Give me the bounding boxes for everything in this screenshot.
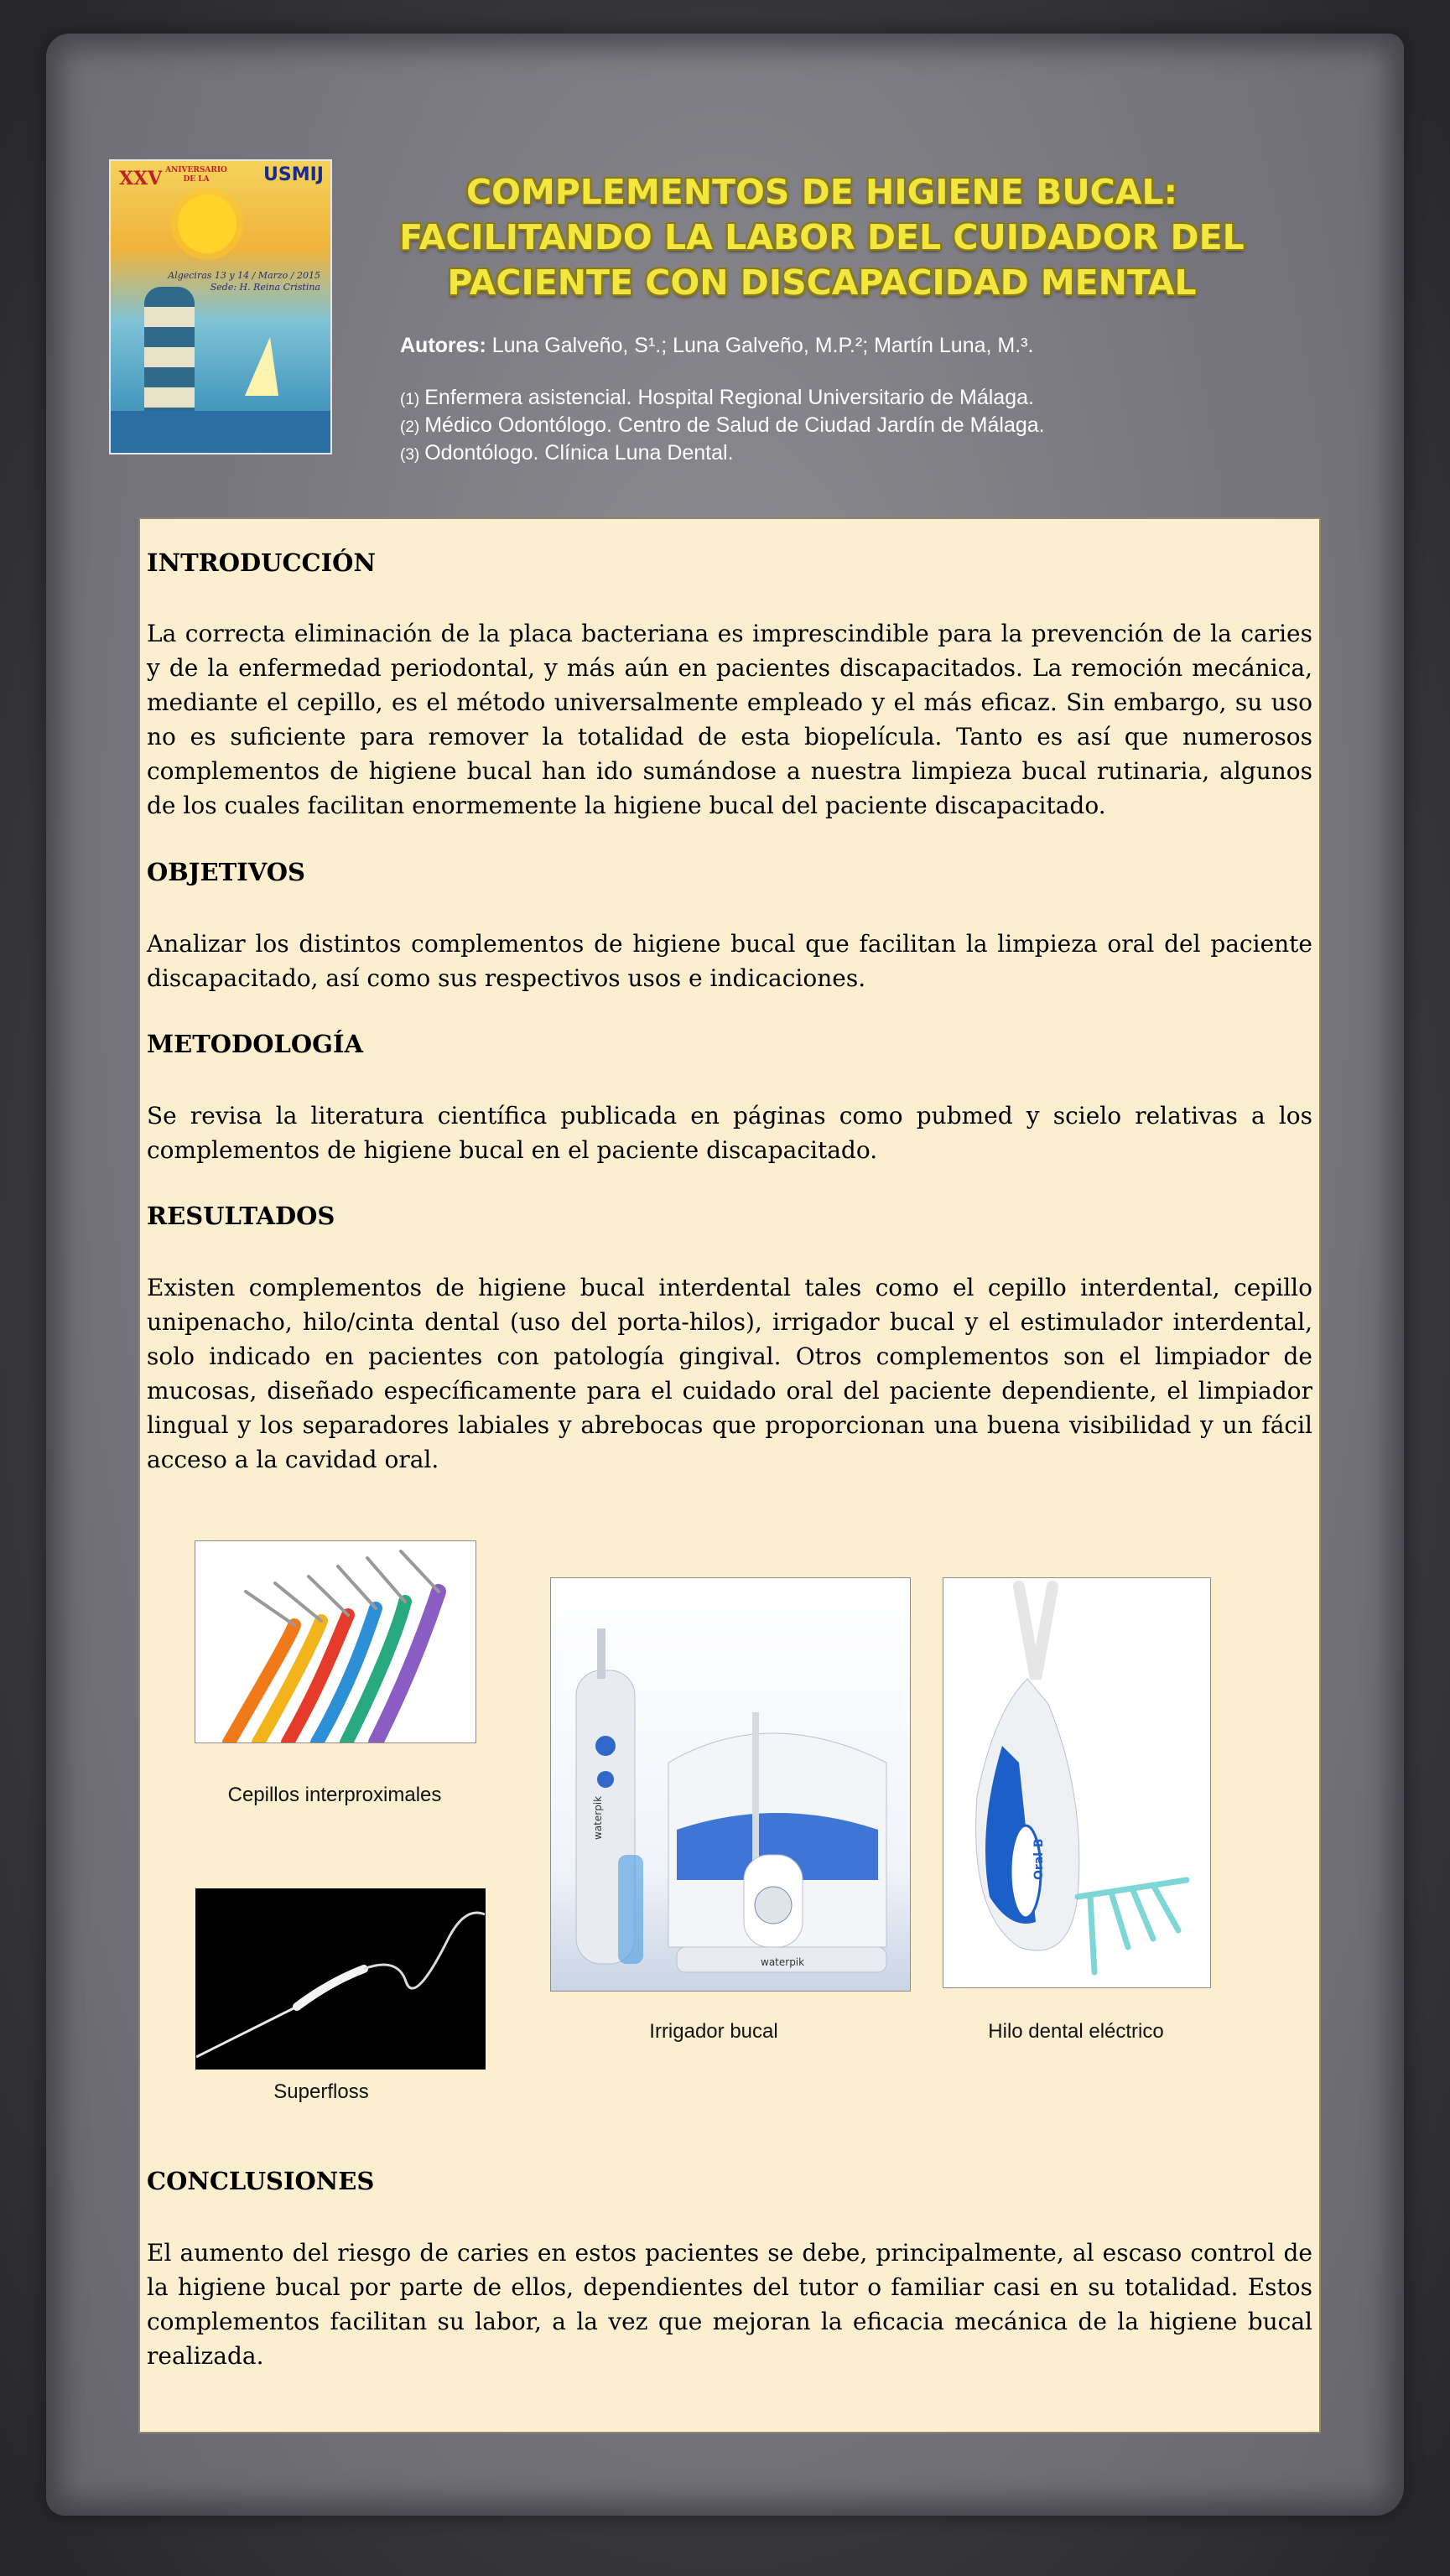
poster-title: COMPLEMENTOS DE HIGIENE BUCAL: FACILITANDO LA LABOR DEL CUIDADOR DEL PACIENTE CON DISCAPACIDAD MENTAL <box>399 172 1245 303</box>
affiliation-2: (2) Médico Odontólogo. Centro de Salud de Ciudad Jardín de Málaga. <box>400 413 1045 437</box>
floss-caption: Hilo dental eléctrico <box>988 2020 1164 2043</box>
superfloss-image <box>195 1888 486 2070</box>
conclusions-text: El aumento del riesgo de caries en estos pacientes se debe, principalmente, al escaso control de la higiene bucal por parte de ellos, dependientes del tutor o familiar casi en su totalidad. Estos complementos facilitan su labor, a la vez que mejoran la eficacia mecánica de la higiene bucal realizada. <box>147 2239 1312 2370</box>
logo-place: Algeciras 13 y 14 / Marzo / 2015 Sede: H. Reina Cristina <box>168 270 320 293</box>
content-panel <box>138 517 1321 2433</box>
objectives-text: Analizar los distintos complementos de higiene bucal que facilitan la limpieza oral del paciente discapacitado, así como sus respectivos usos e indicaciones. <box>147 930 1312 992</box>
authors-label: Autores: <box>400 334 486 357</box>
sailboat-icon <box>245 337 278 396</box>
methodology-text: Se revisa la literatura científica publicada en páginas como pubmed y scielo relativas a los complementos de higiene bucal en el paciente discapacitado. <box>147 1102 1312 1164</box>
authors-line <box>400 334 1323 358</box>
floss-brand-text: Oral-B <box>1032 1838 1046 1880</box>
oral-irrigator-image <box>550 1577 911 1992</box>
irrigator-brand-text: waterpik <box>592 1795 604 1840</box>
electric-floss-image <box>943 1577 1211 1988</box>
results-heading: RESULTADOS <box>147 1202 335 1230</box>
irrigator-base-brand-text: waterpik <box>761 1956 805 1968</box>
irrigator-caption: Irrigador bucal <box>649 2020 778 2043</box>
logo-xxv: XXV <box>119 168 163 190</box>
affiliation-1: (1) Enfermera asistencial. Hospital Regional Universitario de Málaga. <box>400 386 1034 409</box>
brushes-caption: Cepillos interproximales <box>227 1784 442 1806</box>
congress-logo <box>109 159 332 454</box>
conclusions-heading: CONCLUSIONES <box>147 2167 375 2195</box>
objectives-heading: OBJETIVOS <box>147 858 305 886</box>
results-text: Existen complementos de higiene bucal interdental tales como el cepillo interdental, cepillo unipenacho, hilo/cinta dental (uso del porta-hilos), irrigador bucal y el estimulador interdental, solo indicado en pacientes con patología gingival. Otros complementos son el limpiador de mucosas, diseñado específicamente para el cuidado oral del paciente dependiente, el limpiador lingual y los separadores labiales y abrebocas que proporcionan una buena visibilidad y un fácil acceso a la cavidad oral. <box>147 1274 1312 1473</box>
intro-heading: INTRODUCCIÓN <box>147 548 376 577</box>
lighthouse-icon <box>144 287 195 413</box>
intro-text: La correcta eliminación de la placa bacteriana es imprescindible para la prevención de la caries y de la enfermedad periodontal, y más aún en pacientes discapacitados. La remoción mecánica, mediante el cepillo, es el método universalmente empleado y el más eficaz. Sin embargo, su uso no es suficiente para remover la totalidad de esta biopelícula. Tanto es así que numerosos complementos de higiene bucal han ido sumándose a nuestra limpieza bucal rutinaria, algunos de los cuales facilitan enormemente la higiene bucal del paciente discapacitado. <box>147 620 1312 819</box>
logo-usmij: USMIJ <box>263 164 324 185</box>
methodology-heading: METODOLOGÍA <box>147 1030 363 1058</box>
sun-icon <box>178 195 236 253</box>
logo-aniversario: ANIVERSARIO DE LA <box>165 166 227 184</box>
logo-sea <box>111 411 330 453</box>
interproximal-brushes-image <box>195 1540 476 1743</box>
affiliation-3: (3) Odontólogo. Clínica Luna Dental. <box>400 441 734 465</box>
authors-names: Luna Galveño, S¹.; Luna Galveño, M.P.²; Martín Luna, M.³. <box>486 334 1034 357</box>
superfloss-caption: Superfloss <box>273 2080 369 2103</box>
